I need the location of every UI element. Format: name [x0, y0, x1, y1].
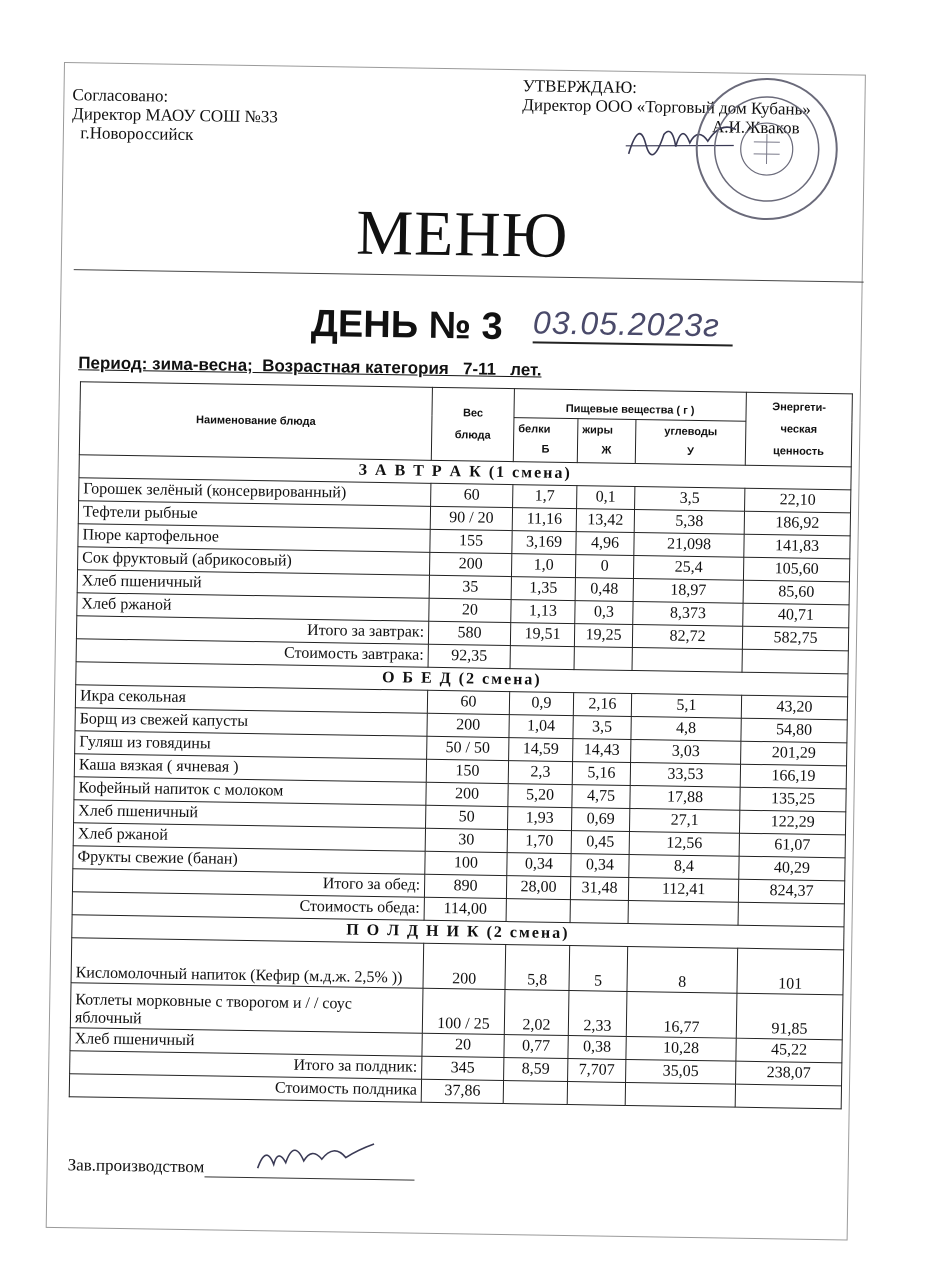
- empty-cell: [628, 900, 738, 925]
- approval-left-line: г.Новороссийск: [71, 123, 194, 145]
- value-cell: 21,098: [634, 533, 744, 558]
- value-cell: 1,04: [509, 715, 573, 739]
- value-cell: 0,77: [504, 1035, 568, 1059]
- value-cell: 40,71: [743, 603, 849, 628]
- cost-value-cell: 92,35: [428, 644, 510, 668]
- value-cell: 5,38: [634, 510, 744, 535]
- column-header-protein-line: белки: [518, 423, 551, 437]
- value-cell: 30: [425, 828, 507, 852]
- value-cell: 22,10: [745, 488, 851, 513]
- column-header-weight: [431, 387, 514, 461]
- value-cell: 16,77: [626, 991, 737, 1038]
- empty-cell: [503, 1081, 567, 1105]
- approval-left-line: Согласовано:: [72, 85, 169, 106]
- page-title: МЕНЮ: [355, 196, 569, 271]
- value-cell: 40,29: [739, 856, 845, 881]
- value-cell: 200: [429, 552, 511, 576]
- value-cell: 8,373: [633, 602, 743, 627]
- total-value-cell: 31,48: [570, 877, 628, 901]
- value-cell: 45,22: [736, 1038, 842, 1063]
- value-cell: 5,20: [508, 784, 572, 808]
- approval-right-line: А.И.Жваков: [711, 117, 800, 138]
- period-line: Период: зима-весна; Возрастная категория 7-11 лет.: [78, 353, 542, 380]
- value-cell: 1,35: [511, 577, 575, 601]
- dish-name-cell: Горошек зелёный (консервированный): [79, 478, 431, 507]
- cost-label: Стоимость полдника: [69, 1074, 421, 1103]
- value-cell: 33,53: [630, 762, 740, 787]
- value-cell: 135,25: [740, 787, 846, 812]
- value-cell: 5,1: [631, 693, 741, 718]
- value-cell: 1,7: [513, 485, 577, 509]
- total-value-cell: 112,41: [628, 877, 738, 902]
- value-cell: 0,38: [568, 1036, 626, 1060]
- value-cell: 91,85: [736, 993, 843, 1040]
- value-cell: 8,4: [629, 854, 739, 879]
- empty-cell: [574, 647, 632, 671]
- value-cell: 11,16: [512, 508, 576, 532]
- footer-label: Зав.производством: [67, 1155, 205, 1177]
- empty-cell: [735, 1084, 841, 1109]
- total-value-cell: 345: [422, 1056, 504, 1080]
- dish-name-cell: Котлеты морковные с творогом и / / соус яблочный: [70, 983, 423, 1034]
- value-cell: 0,48: [575, 578, 633, 602]
- column-header-weight-line: Вес: [462, 407, 484, 420]
- value-cell: 0,3: [575, 601, 633, 625]
- value-cell: 14,43: [573, 739, 631, 763]
- manager-signature-image: [247, 1134, 398, 1182]
- value-cell: 2,33: [568, 991, 627, 1037]
- value-cell: 166,19: [740, 764, 846, 789]
- value-cell: 17,88: [630, 785, 740, 810]
- column-header-fat: [577, 419, 636, 464]
- value-cell: 122,29: [740, 810, 846, 835]
- dish-name-cell: Хлеб пшеничный: [77, 570, 429, 599]
- value-cell: 10,28: [626, 1036, 736, 1061]
- total-value-cell: 19,25: [574, 624, 632, 648]
- menu-table: [69, 381, 853, 1109]
- approval-left-line: Директор МАОУ СОШ №33: [72, 104, 278, 127]
- column-header-name: Наименование блюда: [79, 382, 432, 461]
- section-title: З А В Т Р А К (1 смена): [79, 455, 851, 490]
- section-title: П О Л Д Н И К (2 смена): [72, 915, 844, 950]
- value-cell: 5,16: [572, 762, 630, 786]
- dish-name-cell: Хлеб пшеничный: [74, 800, 426, 829]
- total-label: Итого за завтрак:: [76, 616, 428, 645]
- dish-name-cell: Борщ из свежей капусты: [75, 708, 427, 737]
- value-cell: 3,03: [631, 739, 741, 764]
- dish-name-cell: Кисломолочный напиток (Кефир (м.д.ж. 2,5% )): [71, 938, 424, 989]
- total-value-cell: 8,59: [504, 1058, 568, 1082]
- value-cell: 1,0: [511, 554, 575, 578]
- value-cell: 0,69: [571, 808, 629, 832]
- column-header-carbs-line: У: [686, 446, 694, 459]
- empty-cell: [738, 902, 844, 927]
- value-cell: 90 / 20: [430, 506, 512, 530]
- cost-value-cell: 37,86: [421, 1079, 503, 1103]
- column-header-protein-line: Б: [541, 444, 550, 457]
- value-cell: 2,3: [508, 761, 572, 785]
- value-cell: 0,34: [571, 854, 629, 878]
- day-date: 03.05.2023г: [533, 304, 734, 346]
- dish-name-cell: Пюре картофельное: [78, 524, 430, 553]
- value-cell: 60: [427, 690, 509, 714]
- value-cell: 54,80: [741, 718, 847, 743]
- value-cell: 101: [737, 948, 844, 995]
- value-cell: 1,93: [507, 807, 571, 831]
- value-cell: 200: [426, 782, 508, 806]
- value-cell: 18,97: [633, 579, 743, 604]
- empty-cell: [567, 1082, 625, 1106]
- column-header-fat-line: Ж: [601, 444, 612, 458]
- cost-label: Стоимость обеда:: [72, 892, 424, 921]
- total-value-cell: 7,707: [568, 1059, 626, 1083]
- column-header-weight-line: блюда: [454, 429, 491, 442]
- value-cell: 20: [422, 1033, 504, 1057]
- total-value-cell: 238,07: [736, 1061, 842, 1086]
- value-cell: 4,8: [631, 716, 741, 741]
- total-value-cell: 580: [428, 621, 510, 645]
- value-cell: 27,1: [629, 808, 739, 833]
- column-header-nutrients: Пищевые вещества ( г ): [514, 389, 746, 422]
- value-cell: 5: [569, 946, 628, 992]
- value-cell: 50: [426, 805, 508, 829]
- value-cell: 2,02: [504, 990, 569, 1036]
- value-cell: 85,60: [743, 580, 849, 605]
- dish-name-cell: Хлеб ржаной: [73, 823, 425, 852]
- dish-name-cell: Хлеб пшеничный: [70, 1028, 422, 1057]
- approval-block-left: [72, 85, 278, 145]
- approval-right-line: Директор ООО «Торговый дом Кубань»: [522, 95, 811, 119]
- dish-name-cell: Фрукты свежие (банан): [73, 846, 425, 875]
- value-cell: 105,60: [743, 557, 849, 582]
- column-header-carbs: [635, 420, 746, 466]
- value-cell: 0,1: [577, 486, 635, 510]
- value-cell: 2,16: [573, 693, 631, 717]
- dish-name-cell: Тефтели рыбные: [78, 501, 430, 530]
- value-cell: 60: [431, 483, 513, 507]
- value-cell: 12,56: [629, 831, 739, 856]
- value-cell: 14,59: [509, 738, 573, 762]
- value-cell: 0,34: [507, 853, 571, 877]
- value-cell: 100 / 25: [422, 988, 505, 1034]
- value-cell: 50 / 50: [427, 736, 509, 760]
- dish-name-cell: Сок фруктовый (абрикосовый): [78, 547, 430, 576]
- value-cell: 200: [423, 943, 506, 989]
- section-title: О Б Е Д (2 смена): [76, 662, 848, 697]
- value-cell: 1,70: [507, 830, 571, 854]
- value-cell: 0,9: [509, 692, 573, 716]
- column-header-energy: [745, 392, 852, 467]
- value-cell: 200: [427, 713, 509, 737]
- value-cell: 4,96: [576, 532, 634, 556]
- empty-cell: [625, 1082, 735, 1107]
- value-cell: 8: [627, 946, 738, 993]
- total-value-cell: 19,51: [510, 623, 574, 647]
- menu-sheet: [46, 62, 866, 1240]
- total-label: Итого за обед:: [72, 869, 424, 898]
- dish-name-cell: Икра секольная: [75, 685, 427, 714]
- value-cell: 3,169: [512, 531, 576, 555]
- menu-table-body: [69, 455, 851, 1109]
- value-cell: 35: [429, 575, 511, 599]
- value-cell: 25,4: [633, 556, 743, 581]
- empty-cell: [510, 646, 574, 670]
- value-cell: 20: [429, 598, 511, 622]
- value-cell: 43,20: [741, 695, 847, 720]
- value-cell: 61,07: [739, 833, 845, 858]
- column-header-protein: [513, 418, 578, 463]
- value-cell: 201,29: [741, 741, 847, 766]
- column-header-energy-line: ценность: [772, 445, 825, 458]
- total-value-cell: 890: [424, 874, 506, 898]
- empty-cell: [570, 900, 628, 924]
- total-value-cell: 824,37: [738, 879, 844, 904]
- dish-name-cell: Гуляш из говядины: [75, 731, 427, 760]
- value-cell: 3,5: [635, 487, 745, 512]
- total-value-cell: 582,75: [742, 626, 848, 651]
- column-header-energy-line: ческая: [780, 423, 818, 436]
- column-header-carbs-line: углеводы: [664, 425, 718, 439]
- total-value-cell: 28,00: [506, 876, 570, 900]
- value-cell: 5,8: [505, 945, 570, 991]
- total-label: Итого за полдник:: [70, 1051, 422, 1080]
- day-number: ДЕНЬ № 3: [310, 302, 504, 348]
- approval-right-line: УТВЕРЖДАЮ:: [522, 76, 638, 98]
- value-cell: 155: [430, 529, 512, 553]
- empty-cell: [506, 899, 570, 923]
- total-value-cell: 35,05: [626, 1059, 736, 1084]
- empty-cell: [742, 649, 848, 674]
- value-cell: 4,75: [572, 785, 630, 809]
- cost-value-cell: 114,00: [424, 897, 506, 921]
- dish-name-cell: Хлеб ржаной: [77, 593, 429, 622]
- value-cell: 100: [425, 851, 507, 875]
- value-cell: 186,92: [744, 511, 850, 536]
- column-header-energy-line: Энергети-: [772, 401, 827, 415]
- value-cell: 141,83: [744, 534, 850, 559]
- total-value-cell: 82,72: [632, 625, 742, 650]
- value-cell: 150: [426, 759, 508, 783]
- value-cell: 3,5: [573, 716, 631, 740]
- value-cell: 13,42: [576, 509, 634, 533]
- dish-name-cell: Кофейный напиток с молоком: [74, 777, 426, 806]
- value-cell: 1,13: [511, 600, 575, 624]
- dish-name-cell: Каша вязкая ( ячневая ): [74, 754, 426, 783]
- column-header-fat-line: жиры: [582, 424, 614, 438]
- value-cell: 0,45: [571, 831, 629, 855]
- empty-cell: [632, 647, 742, 672]
- cost-label: Стоимость завтрака:: [76, 639, 428, 668]
- value-cell: 0: [575, 555, 633, 579]
